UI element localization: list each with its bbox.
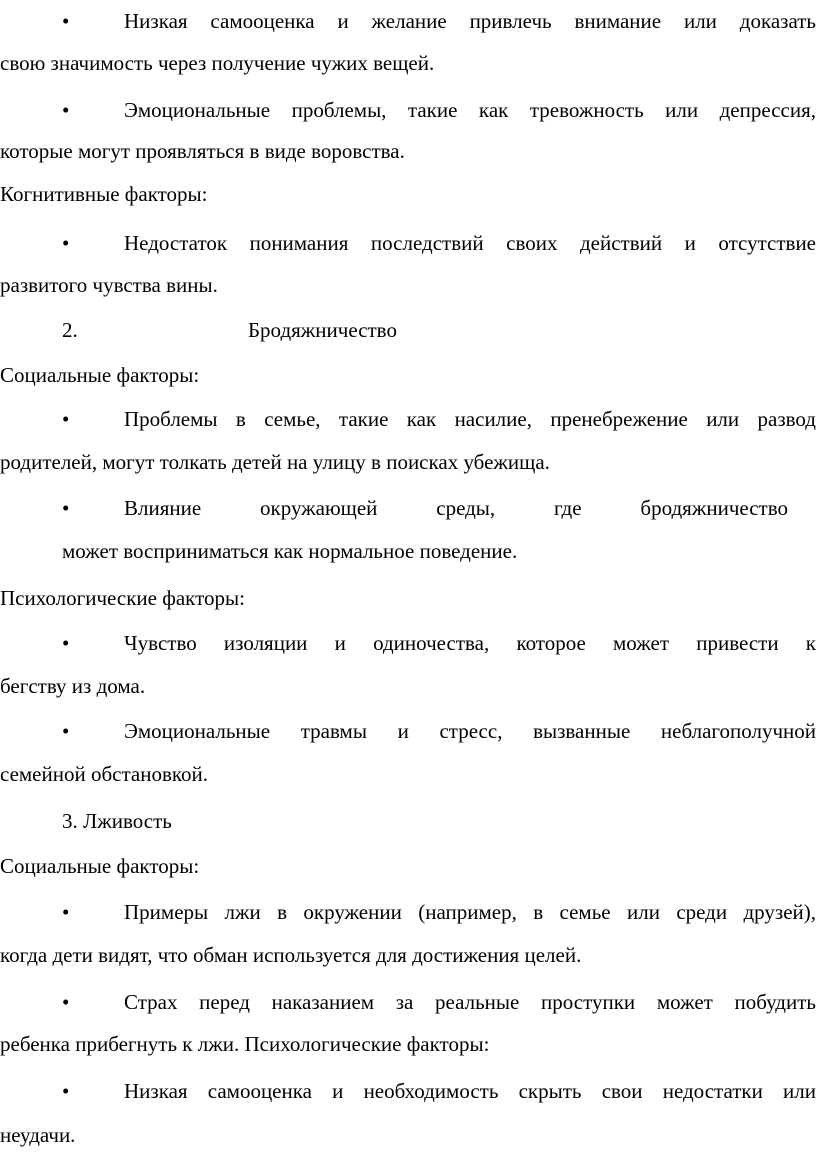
paragraph-text: свою значимость через получение чужих вещей. [0,51,435,75]
bullet-icon: • [62,98,70,122]
numbered-heading: 3. Лживость [62,809,172,833]
bullet-icon: • [62,407,70,431]
paragraph-text: Проблемы в семье, такие как насилие, пренебрежение или развод [124,407,816,431]
paragraph-text: Эмоциональные проблемы, такие как тревожность или депрессия, [124,98,816,122]
list-item [0,6,816,36]
paragraph-text: развитого чувства вины. [0,273,218,297]
paragraph-text: Примеры лжи в окружении (например, в семье или среди друзей), [124,900,816,924]
bullet-icon: • [62,496,70,520]
paragraph-text: которые могут проявляться в виде воровства. [0,139,405,163]
section-heading: Социальные факторы: [0,363,200,387]
paragraph-text: может восприниматься как нормальное поведение. [62,539,518,563]
list-item [0,228,816,258]
list-item [0,95,816,125]
bullet-icon: • [62,719,70,743]
paragraph-text: семейной обстановкой. [0,762,209,786]
paragraph-text: Низкая самооценка и необходимость скрыть свои недостатки или [124,1079,816,1103]
section-heading: Когнитивные факторы: [0,182,208,206]
section-heading: Психологические факторы: [0,586,245,610]
heading-number: 2. [62,318,78,342]
heading-text: Бродяжничество [248,318,397,342]
bullet-icon: • [62,900,70,924]
bullet-icon: • [62,231,70,255]
paragraph-text: неудачи. [0,1123,76,1147]
list-item [0,987,816,1017]
paragraph-text: Влияние окружающей среды, где бродяжничество [124,496,788,520]
list-item [0,404,816,434]
numbered-heading [0,315,816,345]
section-heading: Социальные факторы: [0,854,200,878]
list-item [0,716,816,746]
paragraph-text: Эмоциональные травмы и стресс, вызванные неблагополучной [124,719,816,743]
paragraph-text: Чувство изоляции и одиночества, которое может привести к [124,631,816,655]
paragraph-text: Страх перед наказанием за реальные проступки может побудить [124,990,816,1014]
list-item [0,897,816,927]
bullet-icon: • [62,9,70,33]
bullet-icon: • [62,631,70,655]
paragraph-text: Низкая самооценка и желание привлечь внимание или доказать [124,9,816,33]
paragraph-text: Недостаток понимания последствий своих действий и отсутствие [124,231,816,255]
paragraph-text: когда дети видят, что обман используется для достижения целей. [0,943,582,967]
bullet-icon: • [62,990,70,1014]
paragraph-text: родителей, могут толкать детей на улицу в поисках убежища. [0,450,550,474]
list-item [0,628,816,658]
list-item [0,1076,816,1106]
bullet-icon: • [62,1079,70,1103]
paragraph-text: бегству из дома. [0,674,146,698]
paragraph-text: ребенка прибегнуть к лжи. Психологические факторы: [0,1032,490,1056]
list-item [0,493,816,523]
